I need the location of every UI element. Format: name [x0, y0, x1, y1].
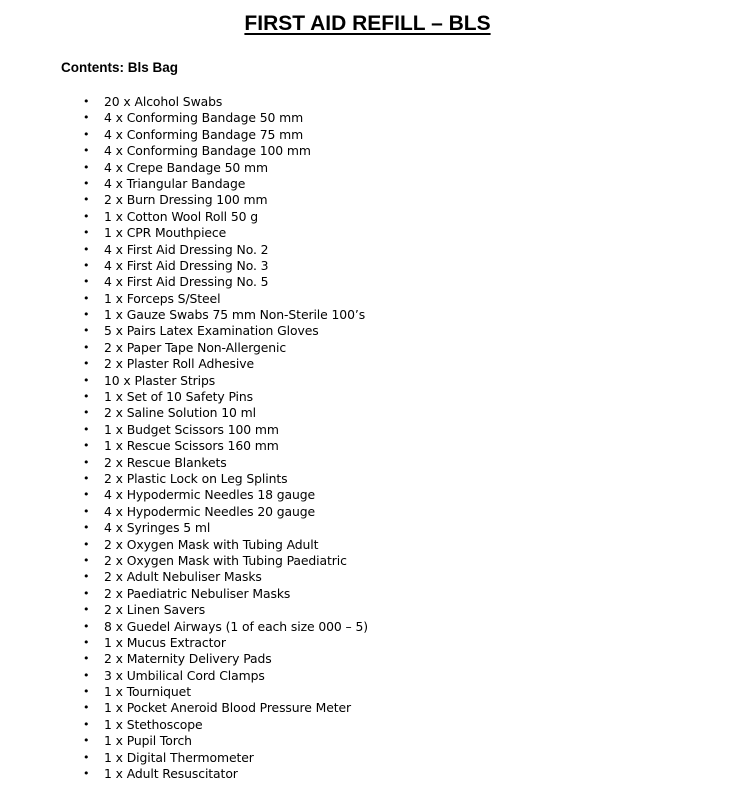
bullet-icon: •: [83, 226, 90, 240]
bullet-icon: •: [83, 750, 90, 764]
list-item-text: 1 x Pocket Aneroid Blood Pressure Meter: [104, 700, 352, 716]
list-item-text: 2 x Burn Dressing 100 mm: [104, 192, 268, 208]
list-item-text: 1 x Adult Resuscitator: [104, 766, 238, 782]
list-item-text: 5 x Pairs Latex Examination Gloves: [104, 323, 319, 339]
list-item-text: 1 x Digital Thermometer: [104, 749, 254, 765]
list-item-text: 4 x Conforming Bandage 50 mm: [104, 110, 304, 126]
bullet-icon: •: [83, 652, 90, 666]
bullet-icon: •: [83, 193, 90, 207]
bullet-icon: •: [83, 635, 90, 649]
list-item-text: 4 x Crepe Bandage 50 mm: [104, 159, 268, 175]
list-item-text: 2 x Plaster Roll Adhesive: [104, 356, 254, 372]
bullet-icon: •: [83, 668, 90, 682]
bullet-icon: •: [83, 586, 90, 600]
bullet-icon: •: [83, 422, 90, 436]
bullet-icon: •: [83, 521, 90, 535]
bullet-icon: •: [83, 734, 90, 748]
bullet-icon: •: [83, 209, 90, 223]
bullet-icon: •: [83, 160, 90, 174]
bullet-icon: •: [83, 390, 90, 404]
list-item-text: 1 x Stethoscope: [104, 716, 203, 732]
list-item-text: 4 x Hypodermic Needles 20 gauge: [104, 503, 316, 519]
list-item-text: 2 x Paper Tape Non-Allergenic: [104, 339, 287, 355]
list-item-text: 2 x Linen Savers: [104, 602, 206, 618]
bullet-icon: •: [83, 619, 90, 633]
list-item-text: 4 x Syringes 5 ml: [104, 520, 211, 536]
list-item-text: 10 x Plaster Strips: [104, 372, 216, 388]
list-item-text: 20 x Alcohol Swabs: [104, 94, 223, 109]
bullet-icon: •: [83, 291, 90, 305]
list-item-text: 2 x Adult Nebuliser Masks: [104, 569, 262, 585]
list-item-text: 3 x Umbilical Cord Clamps: [104, 667, 265, 683]
list-item-text: 1 x Pupil Torch: [104, 733, 192, 749]
list-item-text: 4 x First Aid Dressing No. 5: [104, 274, 269, 290]
bullet-icon: •: [83, 537, 90, 551]
list-item-text: 1 x CPR Mouthpiece: [104, 225, 227, 241]
bullet-icon: •: [83, 603, 90, 617]
bullet-icon: •: [83, 111, 90, 125]
list-item-text: 1 x Forceps S/Steel: [104, 290, 221, 306]
document-title: FIRST AID REFILL – BLS: [244, 12, 491, 35]
list-item-text: 4 x Conforming Bandage 100 mm: [104, 143, 311, 159]
bullet-icon: •: [83, 176, 90, 190]
list-item-text: 2 x Oxygen Mask with Tubing Paediatric: [104, 552, 347, 568]
bullet-icon: •: [83, 701, 90, 715]
bullet-icon: •: [83, 488, 90, 502]
list-item-text: 1 x Mucus Extractor: [104, 634, 226, 650]
bullet-icon: •: [83, 308, 90, 322]
list-item-text: 2 x Paediatric Nebuliser Masks: [104, 585, 291, 601]
contents-heading: Contents: Bls Bag: [61, 60, 179, 75]
list-item-text: 4 x First Aid Dressing No. 2: [104, 241, 269, 257]
bullet-icon: •: [83, 406, 90, 420]
bullet-icon: •: [83, 127, 90, 141]
list-item-text: 2 x Saline Solution 10 ml: [104, 405, 256, 421]
bullet-icon: •: [83, 553, 90, 567]
list-item-text: 2 x Rescue Blankets: [104, 454, 227, 470]
list-item-text: 4 x Triangular Bandage: [104, 175, 246, 191]
bullet-icon: •: [83, 324, 90, 338]
bullet-icon: •: [83, 504, 90, 518]
bullet-icon: •: [83, 570, 90, 584]
bullet-icon: •: [83, 95, 90, 108]
bullet-icon: •: [83, 357, 90, 371]
bullet-icon: •: [83, 242, 90, 256]
bullet-icon: •: [83, 144, 90, 158]
bullet-icon: •: [83, 717, 90, 731]
list-item-text: 1 x Rescue Scissors 160 mm: [104, 438, 279, 454]
list-item-text: 2 x Maternity Delivery Pads: [104, 651, 272, 667]
bullet-icon: •: [83, 471, 90, 485]
bullet-icon: •: [83, 275, 90, 289]
list-item-text: 1 x Tourniquet: [104, 684, 191, 700]
bullet-icon: •: [83, 455, 90, 469]
list-item-text: 1 x Gauze Swabs 75 mm Non-Sterile 100’s: [104, 307, 366, 323]
bullet-icon: •: [83, 439, 90, 453]
list-item-text: 2 x Oxygen Mask with Tubing Adult: [104, 536, 319, 552]
bullet-icon: •: [83, 685, 90, 699]
bullet-icon: •: [83, 767, 90, 781]
list-item-text: 2 x Plastic Lock on Leg Splints: [104, 470, 288, 486]
list-item-text: 1 x Cotton Wool Roll 50 g: [104, 208, 259, 224]
bullet-icon: •: [83, 258, 90, 272]
bullet-icon: •: [83, 340, 90, 354]
list-item-text: 4 x Hypodermic Needles 18 gauge: [104, 487, 316, 503]
list-item-text: 4 x First Aid Dressing No. 3: [104, 257, 269, 273]
list-item-text: 1 x Budget Scissors 100 mm: [104, 421, 279, 437]
list-item-text: 4 x Conforming Bandage 75 mm: [104, 126, 304, 142]
bullet-icon: •: [83, 373, 90, 387]
list-item-text: 1 x Set of 10 Safety Pins: [104, 389, 253, 405]
list-item-text: 8 x Guedel Airways (1 of each size 000 – 5): [104, 618, 368, 634]
